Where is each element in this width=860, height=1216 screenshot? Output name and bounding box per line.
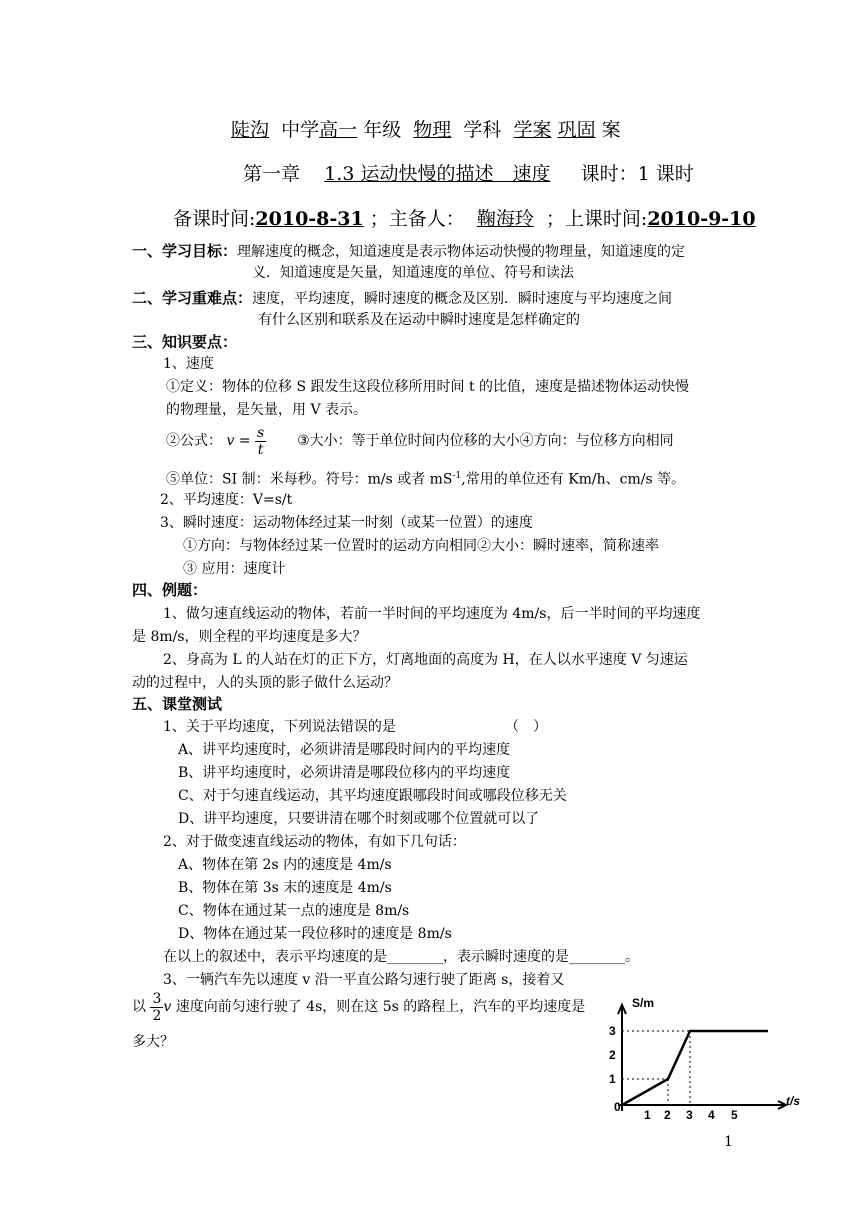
formula-line: ②公式： v = $\frac{s}{t}$ ③大小：等于单位时间内位移的大小④方向：与位移方向相同 [166,424,674,458]
schedule-line: 备课时间:2010-8-31 ；主备人： 鞠海玲 ；上课时间:2010-9-10 [173,208,756,230]
speed-def-line2: 的物理量，是矢量，用 V 表示。 [166,402,368,418]
test-q3-line3: 多大？ [132,1034,174,1050]
instant-direction: ①方向：与物体经过某一位置时的运动方向相同②大小：瞬时速率，简称速率 [183,538,659,554]
three-halves-fraction: $\frac{3}{2}$ [152,990,162,1024]
doc-title: 陡沟 中学高一 年级 物理 学科 学案 巩固 案 [231,119,621,141]
instant-speed-item: 3、瞬时速度：运动物体经过某一时刻（或某一位置）的速度 [160,515,533,531]
school-name: 陡沟 [231,119,270,141]
test-q1-option-c: C、对于匀速直线运动，其平均速度跟哪段时间或哪段位移无关 [178,788,567,804]
instant-application: ③ 应用：速度计 [183,561,286,577]
test-q1-option-b: B、讲平均速度时，必须讲清是哪段位移内的平均速度 [178,765,511,781]
test-q3-line1: 3、一辆汽车先以速度 v 沿一平直公路匀速行驶了距离 s，接着又 [163,972,565,988]
key-points-heading: 二、学习重难点： [132,289,253,307]
origin-label: 0 [614,1100,621,1114]
magnitude-direction: ③大小：等于单位时间内位移的大小④方向：与位移方向相同 [297,433,674,449]
speed-def-line1: ①定义：物体的位移 S 跟发生这段位移所用时间 t 的比值，速度是描述物体运动快慢 [166,379,690,395]
answer-paren: （ ） [505,719,547,735]
unit-line: ⑤单位：SI 制：米每秒。符号：m/s 或者 $mS^{-1}$,常用的单位还有 Km/h、cm/s 等。 [166,471,686,488]
key-points-section: 二、学习重难点：速度，平均速度，瞬时速度的概念及区别．瞬时速度与平均速度之间 [132,289,673,307]
average-speed-item: 2、平均速度：V=s/t [160,492,293,508]
preparer: 鞠海玲 [476,208,534,230]
grade: 高一 [319,119,358,141]
knowledge-heading: 三、知识要点： [132,333,238,351]
y-tick-3: 3 [609,1024,616,1038]
test-q1-option-a: A、讲平均速度时，必须讲清是哪段时间内的平均速度 [178,742,511,758]
test-q2-option-c: C、物体在通过某一点的速度是 8m/s [178,903,410,919]
chapter-line: 第一章 1.3 运动快慢的描述 速度 课时：1 课时 [243,163,694,185]
objectives-heading: 一、学习目标： [132,242,238,260]
x-axis-label: t/s [786,1094,801,1108]
test-q2-option-b: B、物体在第 3s 末的速度是 4m/s [178,880,392,896]
speed-formula: $\frac{s}{t}$ [257,424,265,458]
prep-date: 2010-8-31 [255,208,364,230]
position-time-graph [600,993,810,1123]
example2-line2: 动的过程中，人的头顶的影子做什么运动？ [132,675,398,691]
test-q2-option-a: A、物体在第 2s 内的速度是 4m/s [178,857,392,873]
test-q2: 2、对于做变速直线运动的物体，有如下几句话： [163,834,466,850]
example2-line1: 2、身高为 L 的人站在灯的正下方，灯离地面的高度为 H，在人以水平速度 V 匀速运 [163,652,688,668]
formula-lhs: v = [226,433,251,449]
objectives-line2: 义．知道速度是矢量，知道速度的单位、符号和读法 [252,265,574,281]
test-q2-fill: 在以上的叙述中，表示平均速度的是________，表示瞬时速度的是________。 [163,949,639,965]
examples-heading: 四、例题： [132,581,208,599]
y-axis-label: S/m [632,996,655,1010]
x-tick-1: 1 [644,1108,651,1122]
speed-item: 1、速度 [163,356,214,372]
objectives-section: 一、学习目标：理解速度的概念，知道速度是表示物体运动快慢的物理量，知道速度的定 [132,242,686,260]
class-date: 2010-9-10 [647,208,756,230]
test-q1: 1、关于平均速度，下列说法错误的是 [163,719,396,735]
y-tick-1: 1 [609,1072,616,1086]
x-tick-4: 4 [708,1108,715,1122]
y-tick-2: 2 [609,1048,616,1062]
x-tick-3: 3 [686,1108,693,1122]
example1-line1: 1、做匀速直线运动的物体，若前一半时间的平均速度为 4m/s，后一半时间的平均速度 [163,606,701,622]
graph-line [622,1031,768,1105]
key-points-line2: 有什么区别和联系及在运动中瞬时速度是怎样确定的 [258,312,580,328]
page-number: 1 [724,1134,733,1150]
x-tick-2: 2 [664,1108,671,1122]
test-q2-option-d: D、物体在通过某一段位移时的速度是 8m/s [178,926,452,942]
test-heading: 五、课堂测试 [132,695,223,713]
x-tick-5: 5 [731,1108,738,1122]
test-q1-option-d: D、讲平均速度，只要讲清在哪个时刻或哪个位置就可以了 [178,811,540,827]
test-q3-line2: 以 $\frac{3}{2}$ v 速度向前匀速行驶了 4s，则在这 5s 的路程上，汽车的平均速度是 [132,990,586,1024]
example1-line2: 是 8m/s，则全程的平均速度是多大？ [132,629,367,645]
lesson-title: 1.3 运动快慢的描述 速度 [324,163,551,185]
subject: 物理 [413,119,452,141]
